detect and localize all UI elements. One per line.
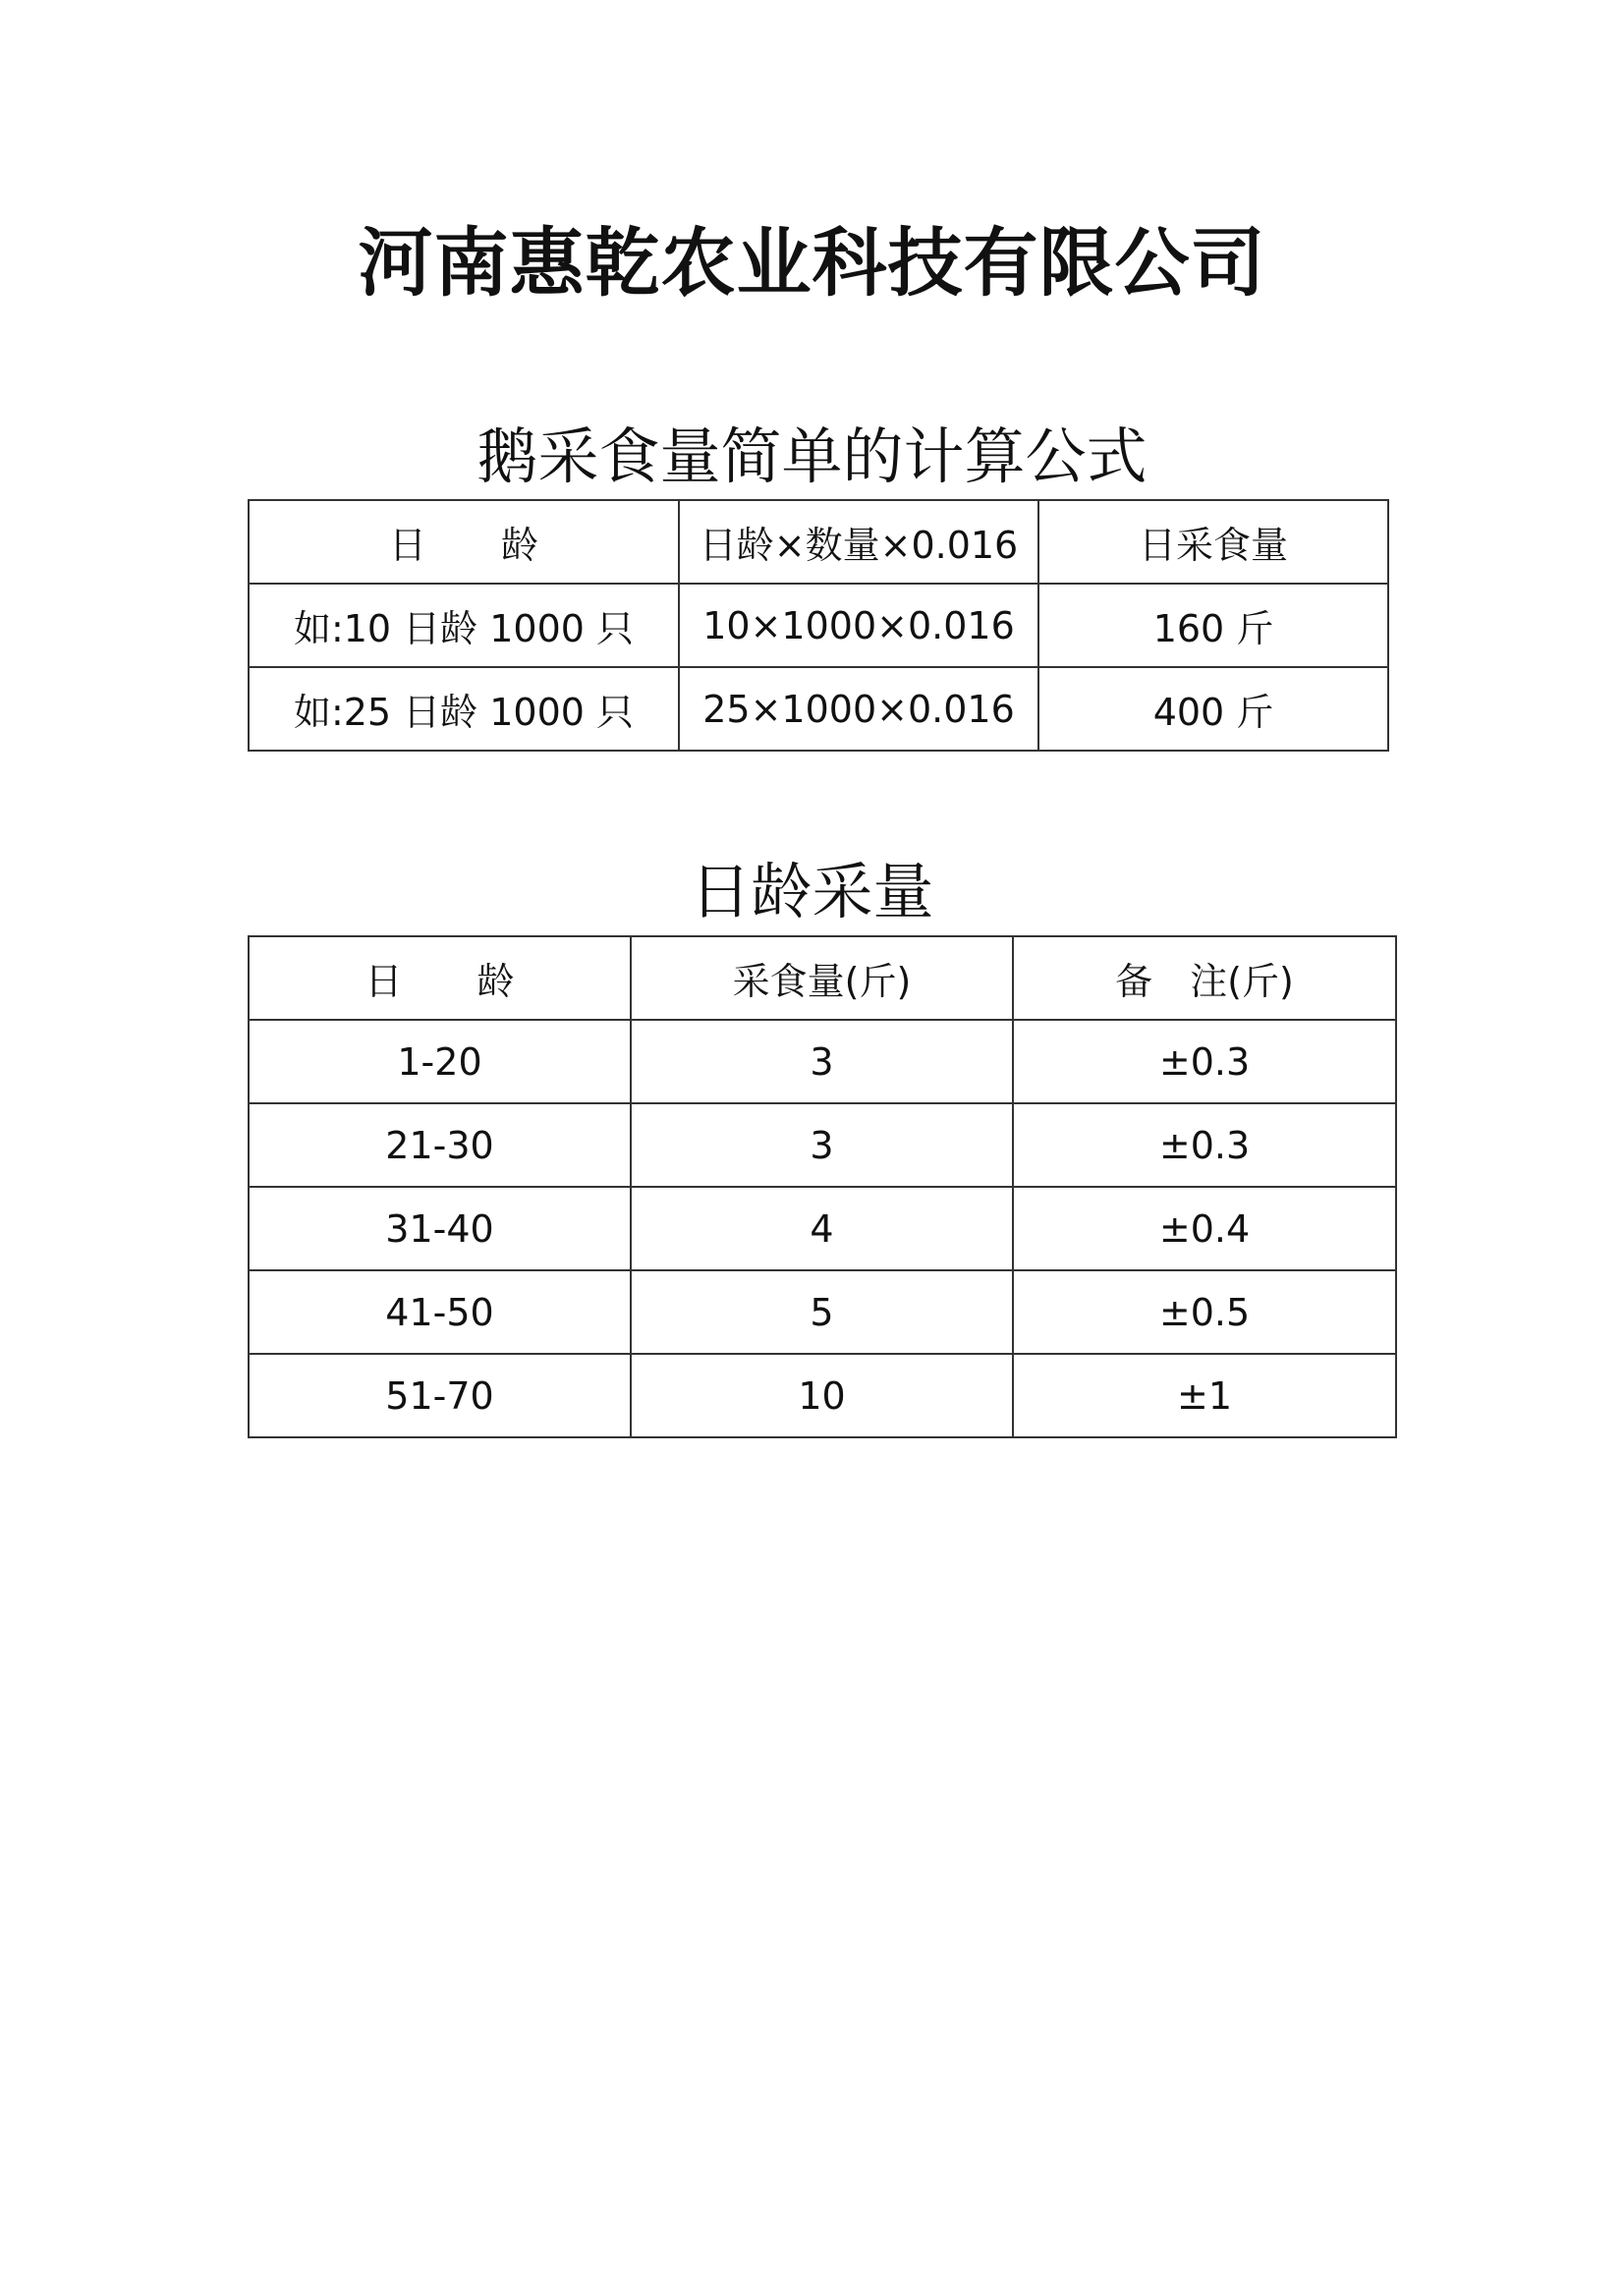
table-row [249,1354,1396,1437]
header-cell-daily-intake: 日采食量 [1038,500,1388,584]
table-cell: 10×1000×0.016 [679,584,1038,667]
table-row [249,667,1388,751]
table-cell: 51-70 [249,1354,631,1437]
table-header-row [249,936,1396,1020]
formula-table [248,499,1389,752]
header-cell-age: 日 龄 [249,936,631,1020]
table-cell: 3 [631,1020,1013,1103]
table-cell: 3 [631,1103,1013,1187]
table-row [249,584,1388,667]
formula-section-title: 鹅采食量简单的计算公式 [476,420,1148,492]
header-cell-age: 日 龄 [249,500,679,584]
table-cell: 41-50 [249,1270,631,1354]
table-cell: 21-30 [249,1103,631,1187]
table-cell: 5 [631,1270,1013,1354]
table-cell: ±1 [1013,1354,1396,1437]
table-cell: 如:25 日龄 1000 只 [249,667,679,751]
table-cell: 10 [631,1354,1013,1437]
table-row [249,1020,1396,1103]
table-cell: 31-40 [249,1187,631,1270]
table-cell: ±0.4 [1013,1187,1396,1270]
age-intake-table [248,935,1397,1438]
table-row [249,1103,1396,1187]
header-cell-note: 备 注(斤) [1013,936,1396,1020]
table-cell: ±0.3 [1013,1103,1396,1187]
table-row [249,1187,1396,1270]
table-cell: 25×1000×0.016 [679,667,1038,751]
table-cell: 1-20 [249,1020,631,1103]
header-cell-intake: 采食量(斤) [631,936,1013,1020]
table-cell: 4 [631,1187,1013,1270]
age-intake-section-title: 日龄采量 [690,856,934,927]
header-cell-formula: 日龄×数量×0.016 [679,500,1038,584]
table-cell: 400 斤 [1038,667,1388,751]
company-title: 河南惠乾农业科技有限公司 [358,219,1266,307]
table-cell: 160 斤 [1038,584,1388,667]
table-row [249,1270,1396,1354]
table-cell: 如:10 日龄 1000 只 [249,584,679,667]
table-header-row [249,500,1388,584]
table-cell: ±0.3 [1013,1020,1396,1103]
table-cell: ±0.5 [1013,1270,1396,1354]
